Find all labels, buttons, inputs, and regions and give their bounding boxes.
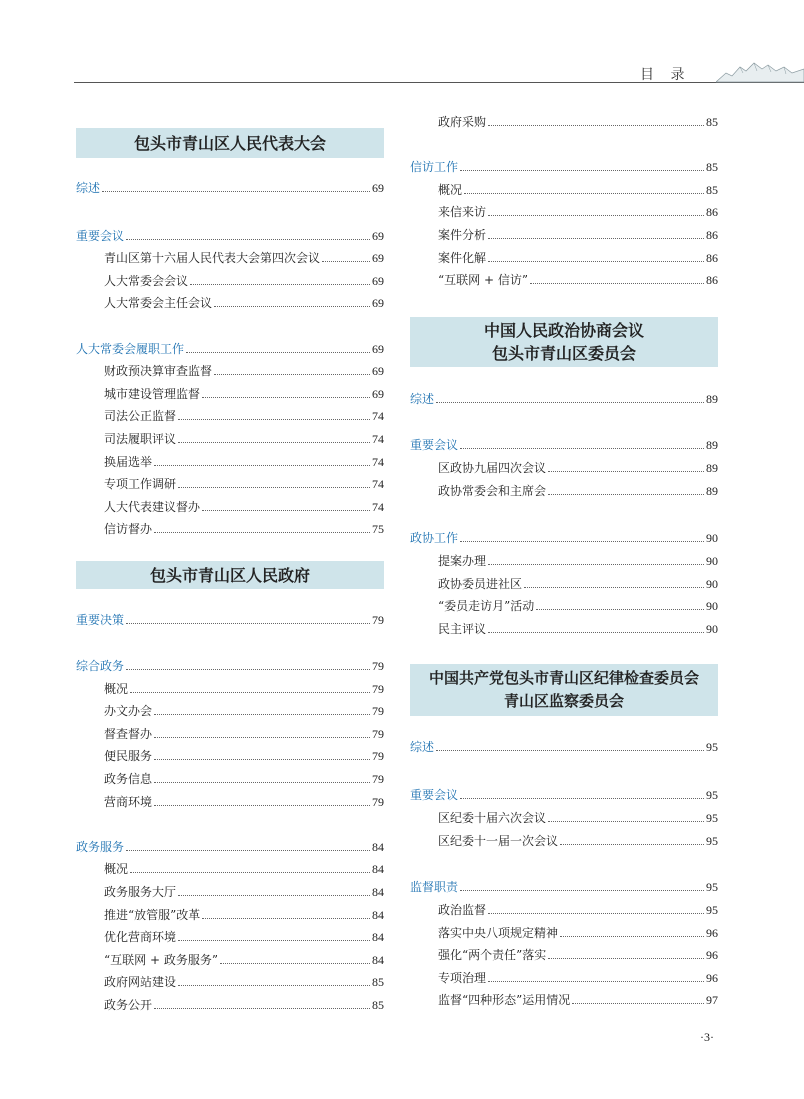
toc-page-number: 84 bbox=[372, 930, 384, 944]
toc-row[interactable] bbox=[410, 806, 718, 826]
toc-entry-title: 政务服务大厅 bbox=[104, 885, 177, 899]
toc-row[interactable] bbox=[410, 155, 718, 175]
toc-entry-title: 专项治理 bbox=[438, 971, 487, 985]
toc-entry-title: 监督“四种形态”运用情况 bbox=[438, 993, 571, 1007]
leader-dots bbox=[560, 936, 704, 937]
leader-dots bbox=[488, 564, 704, 565]
leader-dots bbox=[460, 448, 704, 449]
toc-row[interactable] bbox=[76, 903, 384, 923]
header-rule bbox=[74, 82, 804, 83]
toc-page-number: 85 bbox=[706, 183, 718, 197]
leader-dots bbox=[536, 609, 704, 610]
toc-row[interactable] bbox=[410, 456, 718, 476]
toc-entry-title: 概况 bbox=[438, 183, 463, 197]
toc-page-number: 89 bbox=[706, 484, 718, 498]
leader-dots bbox=[178, 985, 370, 986]
toc-entry-title: 司法公正监督 bbox=[104, 409, 177, 423]
toc-entry-title: 信访督办 bbox=[104, 522, 153, 536]
toc-entry-title: 政务公开 bbox=[104, 998, 153, 1012]
toc-entry-title: 政治监督 bbox=[438, 903, 487, 917]
toc-entry-title: “互联网 + 政务服务” bbox=[104, 953, 218, 967]
leader-dots bbox=[460, 541, 704, 542]
toc-row[interactable] bbox=[76, 359, 384, 379]
leader-dots bbox=[488, 632, 704, 633]
toc-row[interactable] bbox=[76, 337, 384, 357]
toc-entry-title: 区政协九届四次会议 bbox=[438, 461, 547, 475]
toc-row[interactable] bbox=[76, 382, 384, 402]
leader-dots bbox=[186, 352, 370, 353]
banner-line: 包头市青山区人民代表大会 bbox=[133, 133, 326, 153]
section-banner-cppcc bbox=[410, 317, 718, 367]
toc-page-number: 84 bbox=[372, 862, 384, 876]
toc-entry-title: 优化营商环境 bbox=[104, 930, 177, 944]
toc-entry-title: 概况 bbox=[104, 682, 129, 696]
toc-page-number: 79 bbox=[372, 659, 384, 673]
toc-row[interactable] bbox=[76, 767, 384, 787]
leader-dots bbox=[154, 759, 370, 760]
leader-dots bbox=[202, 397, 370, 398]
toc-page-number: 69 bbox=[372, 364, 384, 378]
toc-page-number: 79 bbox=[372, 704, 384, 718]
toc-row[interactable] bbox=[410, 921, 718, 941]
leader-dots bbox=[548, 471, 704, 472]
toc-row[interactable] bbox=[410, 479, 718, 499]
toc-entry-title: “委员走访月”活动 bbox=[438, 599, 535, 613]
toc-row[interactable] bbox=[76, 993, 384, 1013]
toc-entry-title: 政协工作 bbox=[410, 531, 459, 545]
toc-page-number: 86 bbox=[706, 251, 718, 265]
toc-page-number: 86 bbox=[706, 205, 718, 219]
toc-page-number: 84 bbox=[372, 953, 384, 967]
leader-dots bbox=[126, 669, 370, 670]
toc-row[interactable] bbox=[410, 526, 718, 546]
toc-row[interactable] bbox=[76, 970, 384, 990]
toc-page-number: 85 bbox=[706, 160, 718, 174]
toc-entry-title: 综合政务 bbox=[76, 659, 125, 673]
leader-dots bbox=[154, 532, 370, 533]
toc-entry-title: 提案办理 bbox=[438, 554, 487, 568]
toc-page-number: 95 bbox=[706, 740, 718, 754]
toc-row[interactable] bbox=[410, 943, 718, 963]
leader-dots bbox=[322, 261, 370, 262]
banner-line: 包头市青山区委员会 bbox=[491, 344, 636, 363]
toc-entry-title: 民主评议 bbox=[438, 622, 487, 636]
toc-page-number: 90 bbox=[706, 554, 718, 568]
page-title: 目 录 bbox=[640, 67, 691, 83]
section-banner-government bbox=[76, 561, 384, 589]
toc-entry-title: 人大常委会会议 bbox=[104, 274, 189, 288]
toc-entry-title: 人大常委会主任会议 bbox=[104, 296, 213, 310]
leader-dots bbox=[214, 306, 370, 307]
leader-dots bbox=[436, 750, 704, 751]
toc-row[interactable] bbox=[410, 268, 718, 288]
leader-dots bbox=[126, 850, 370, 851]
toc-row[interactable] bbox=[76, 857, 384, 877]
toc-entry-title: 重要会议 bbox=[410, 788, 459, 802]
banner-line: 包头市青山区人民政府 bbox=[149, 565, 310, 585]
leader-dots bbox=[154, 782, 370, 783]
toc-entry-title: 综述 bbox=[410, 740, 435, 754]
toc-entry-title: 概况 bbox=[104, 862, 129, 876]
toc-entry-title: 城市建设管理监督 bbox=[104, 387, 201, 401]
toc-entry-title: 办文办会 bbox=[104, 704, 153, 718]
leader-dots bbox=[548, 494, 704, 495]
leader-dots bbox=[530, 283, 704, 284]
leader-dots bbox=[460, 798, 704, 799]
leader-dots bbox=[488, 125, 704, 126]
leader-dots bbox=[560, 844, 704, 845]
leader-dots bbox=[178, 895, 370, 896]
toc-page-number: 96 bbox=[706, 948, 718, 962]
toc-page-number: 85 bbox=[706, 115, 718, 129]
toc-row[interactable] bbox=[76, 404, 384, 424]
toc-page-number: 90 bbox=[706, 599, 718, 613]
leader-dots bbox=[460, 170, 704, 171]
toc-entry-title: 政府网站建设 bbox=[104, 975, 177, 989]
toc-page-number: 79 bbox=[372, 749, 384, 763]
leader-dots bbox=[524, 587, 704, 588]
leader-dots bbox=[488, 215, 704, 216]
toc-row[interactable] bbox=[76, 495, 384, 515]
toc-page-number: 75 bbox=[372, 522, 384, 536]
toc-page-number: 79 bbox=[372, 682, 384, 696]
toc-page-number: 69 bbox=[372, 342, 384, 356]
toc-row[interactable] bbox=[76, 269, 384, 289]
leader-dots bbox=[178, 940, 370, 941]
banner-line: 中国人民政治协商会议 bbox=[483, 321, 644, 340]
toc-row[interactable] bbox=[410, 829, 718, 849]
toc-row[interactable] bbox=[76, 427, 384, 447]
toc-row[interactable] bbox=[410, 178, 718, 198]
toc-row[interactable] bbox=[410, 783, 718, 803]
toc-page-number: 95 bbox=[706, 834, 718, 848]
toc-row[interactable] bbox=[410, 246, 718, 266]
toc-page-number: 85 bbox=[372, 998, 384, 1012]
toc-row[interactable] bbox=[76, 291, 384, 311]
toc-row[interactable] bbox=[76, 722, 384, 742]
toc-entry-title: 重要决策 bbox=[76, 613, 125, 627]
toc-page-number: 69 bbox=[372, 251, 384, 265]
leader-dots bbox=[154, 737, 370, 738]
toc-row[interactable] bbox=[410, 966, 718, 986]
leader-dots bbox=[154, 1008, 370, 1009]
toc-row[interactable] bbox=[410, 988, 718, 1008]
leader-dots bbox=[220, 963, 370, 964]
toc-entry-title: 推进“放管服”改革 bbox=[104, 908, 201, 922]
leader-dots bbox=[126, 239, 370, 240]
toc-entry-title: 重要会议 bbox=[410, 438, 459, 452]
leader-dots bbox=[126, 623, 370, 624]
toc-page-number: 74 bbox=[372, 409, 384, 423]
toc-entry-title: 营商环境 bbox=[104, 795, 153, 809]
toc-page-number: 69 bbox=[372, 274, 384, 288]
leader-dots bbox=[178, 487, 370, 488]
toc-page-number: 95 bbox=[706, 903, 718, 917]
toc-page-number: 86 bbox=[706, 228, 718, 242]
toc-entry-title: 来信来访 bbox=[438, 205, 487, 219]
toc-row[interactable] bbox=[410, 898, 718, 918]
toc-entry-title: 综述 bbox=[76, 181, 101, 195]
section-banner-people-congress bbox=[76, 128, 384, 158]
toc-row[interactable] bbox=[76, 880, 384, 900]
toc-row[interactable] bbox=[76, 654, 384, 674]
leader-dots bbox=[572, 1003, 704, 1004]
toc-entry-title: 重要会议 bbox=[76, 229, 125, 243]
leader-dots bbox=[548, 958, 704, 959]
toc-page-number: 69 bbox=[372, 296, 384, 310]
toc-entry-title: 政务信息 bbox=[104, 772, 153, 786]
toc-row[interactable] bbox=[76, 790, 384, 810]
toc-entry-title: 落实中央八项规定精神 bbox=[438, 926, 559, 940]
toc-page-number: 69 bbox=[372, 181, 384, 195]
leader-dots bbox=[488, 261, 704, 262]
toc-page-number: 90 bbox=[706, 577, 718, 591]
toc-page-number: 89 bbox=[706, 461, 718, 475]
toc-page-number: 89 bbox=[706, 392, 718, 406]
toc-page-number: 74 bbox=[372, 432, 384, 446]
toc-entry-title: 区纪委十一届一次会议 bbox=[438, 834, 559, 848]
toc-page-number: 79 bbox=[372, 772, 384, 786]
toc-page-number: 85 bbox=[372, 975, 384, 989]
toc-entry-title: 督查督办 bbox=[104, 727, 153, 741]
toc-row[interactable] bbox=[76, 224, 384, 244]
leader-dots bbox=[488, 238, 704, 239]
toc-row[interactable] bbox=[76, 472, 384, 492]
toc-page-number: 79 bbox=[372, 613, 384, 627]
toc-row[interactable] bbox=[76, 176, 384, 196]
toc-entry-title: 财政预决算审查监督 bbox=[104, 364, 213, 378]
leader-dots bbox=[154, 465, 370, 466]
toc-page-number: 90 bbox=[706, 531, 718, 545]
toc-row[interactable] bbox=[410, 200, 718, 220]
leader-dots bbox=[460, 890, 704, 891]
toc-row[interactable] bbox=[76, 608, 384, 628]
toc-row[interactable] bbox=[76, 450, 384, 470]
toc-page-number: 84 bbox=[372, 840, 384, 854]
banner-line: 中国共产党包头市青山区纪律检查委员会 bbox=[428, 669, 699, 687]
toc-entry-title: 信访工作 bbox=[410, 160, 459, 174]
toc-row[interactable] bbox=[410, 223, 718, 243]
leader-dots bbox=[102, 191, 370, 192]
toc-row[interactable] bbox=[410, 549, 718, 569]
toc-page-number: 69 bbox=[372, 387, 384, 401]
toc-entry-title: 人大常委会履职工作 bbox=[76, 342, 185, 356]
toc-row[interactable] bbox=[76, 699, 384, 719]
banner-line: 青山区监察委员会 bbox=[503, 692, 624, 710]
toc-entry-title: 便民服务 bbox=[104, 749, 153, 763]
toc-entry-title: 人大代表建议督办 bbox=[104, 500, 201, 514]
toc-entry-title: 青山区第十六届人民代表大会第四次会议 bbox=[104, 251, 321, 265]
toc-entry-title: 政协常委会和主席会 bbox=[438, 484, 547, 498]
toc-entry-title: 司法履职评议 bbox=[104, 432, 177, 446]
toc-page-number: 90 bbox=[706, 622, 718, 636]
mountain-ornament-icon bbox=[716, 55, 804, 83]
page-number: ·3· bbox=[700, 1030, 714, 1044]
leader-dots bbox=[214, 374, 370, 375]
toc-entry-title: 强化“两个责任”落实 bbox=[438, 948, 547, 962]
toc-entry-title: 专项工作调研 bbox=[104, 477, 177, 491]
leader-dots bbox=[202, 510, 370, 511]
toc-page-number: 84 bbox=[372, 885, 384, 899]
toc-row[interactable] bbox=[76, 948, 384, 968]
toc-entry-title: 案件分析 bbox=[438, 228, 487, 242]
toc-page-number: 74 bbox=[372, 477, 384, 491]
toc-row[interactable] bbox=[76, 925, 384, 945]
toc-page-number: 96 bbox=[706, 926, 718, 940]
leader-dots bbox=[154, 714, 370, 715]
toc-page-number: 95 bbox=[706, 811, 718, 825]
leader-dots bbox=[488, 981, 704, 982]
toc-entry-title: 政府采购 bbox=[438, 115, 487, 129]
toc-row[interactable] bbox=[410, 110, 718, 130]
toc-entry-title: “互联网 + 信访” bbox=[438, 273, 528, 287]
leader-dots bbox=[464, 193, 704, 194]
toc-entry-title: 区纪委十届六次会议 bbox=[438, 811, 547, 825]
toc-page-number: 86 bbox=[706, 273, 718, 287]
toc-page-number: 95 bbox=[706, 880, 718, 894]
toc-page-number: 97 bbox=[706, 993, 718, 1007]
toc-page-number: 69 bbox=[372, 229, 384, 243]
toc-row[interactable] bbox=[410, 433, 718, 453]
toc-row[interactable] bbox=[410, 875, 718, 895]
toc-entry-title: 政务服务 bbox=[76, 840, 125, 854]
toc-row[interactable] bbox=[410, 594, 718, 614]
toc-entry-title: 案件化解 bbox=[438, 251, 487, 265]
leader-dots bbox=[130, 872, 370, 873]
leader-dots bbox=[178, 419, 370, 420]
leader-dots bbox=[130, 692, 370, 693]
toc-page-number: 84 bbox=[372, 908, 384, 922]
toc-page-number: 95 bbox=[706, 788, 718, 802]
toc-row[interactable] bbox=[76, 677, 384, 697]
toc-row[interactable] bbox=[410, 617, 718, 637]
toc-entry-title: 政协委员进社区 bbox=[438, 577, 523, 591]
toc-entry-title: 监督职责 bbox=[410, 880, 459, 894]
toc-row[interactable] bbox=[410, 387, 718, 407]
toc-page-number: 96 bbox=[706, 971, 718, 985]
toc-row[interactable] bbox=[410, 735, 718, 755]
toc-entry-title: 换届选举 bbox=[104, 455, 153, 469]
leader-dots bbox=[190, 284, 370, 285]
toc-row[interactable] bbox=[76, 744, 384, 764]
section-banner-discipline-commission bbox=[410, 664, 718, 716]
leader-dots bbox=[488, 913, 704, 914]
leader-dots bbox=[154, 805, 370, 806]
toc-entry-title: 综述 bbox=[410, 392, 435, 406]
toc-page-number: 89 bbox=[706, 438, 718, 452]
toc-row[interactable] bbox=[76, 517, 384, 537]
toc-page-number: 79 bbox=[372, 727, 384, 741]
leader-dots bbox=[202, 918, 370, 919]
toc-page-number: 79 bbox=[372, 795, 384, 809]
leader-dots bbox=[548, 821, 704, 822]
toc-page-number: 74 bbox=[372, 455, 384, 469]
toc-page-number: 74 bbox=[372, 500, 384, 514]
toc-row[interactable] bbox=[410, 572, 718, 592]
toc-row[interactable] bbox=[76, 835, 384, 855]
toc-row[interactable] bbox=[76, 246, 384, 266]
leader-dots bbox=[178, 442, 370, 443]
leader-dots bbox=[436, 402, 704, 403]
